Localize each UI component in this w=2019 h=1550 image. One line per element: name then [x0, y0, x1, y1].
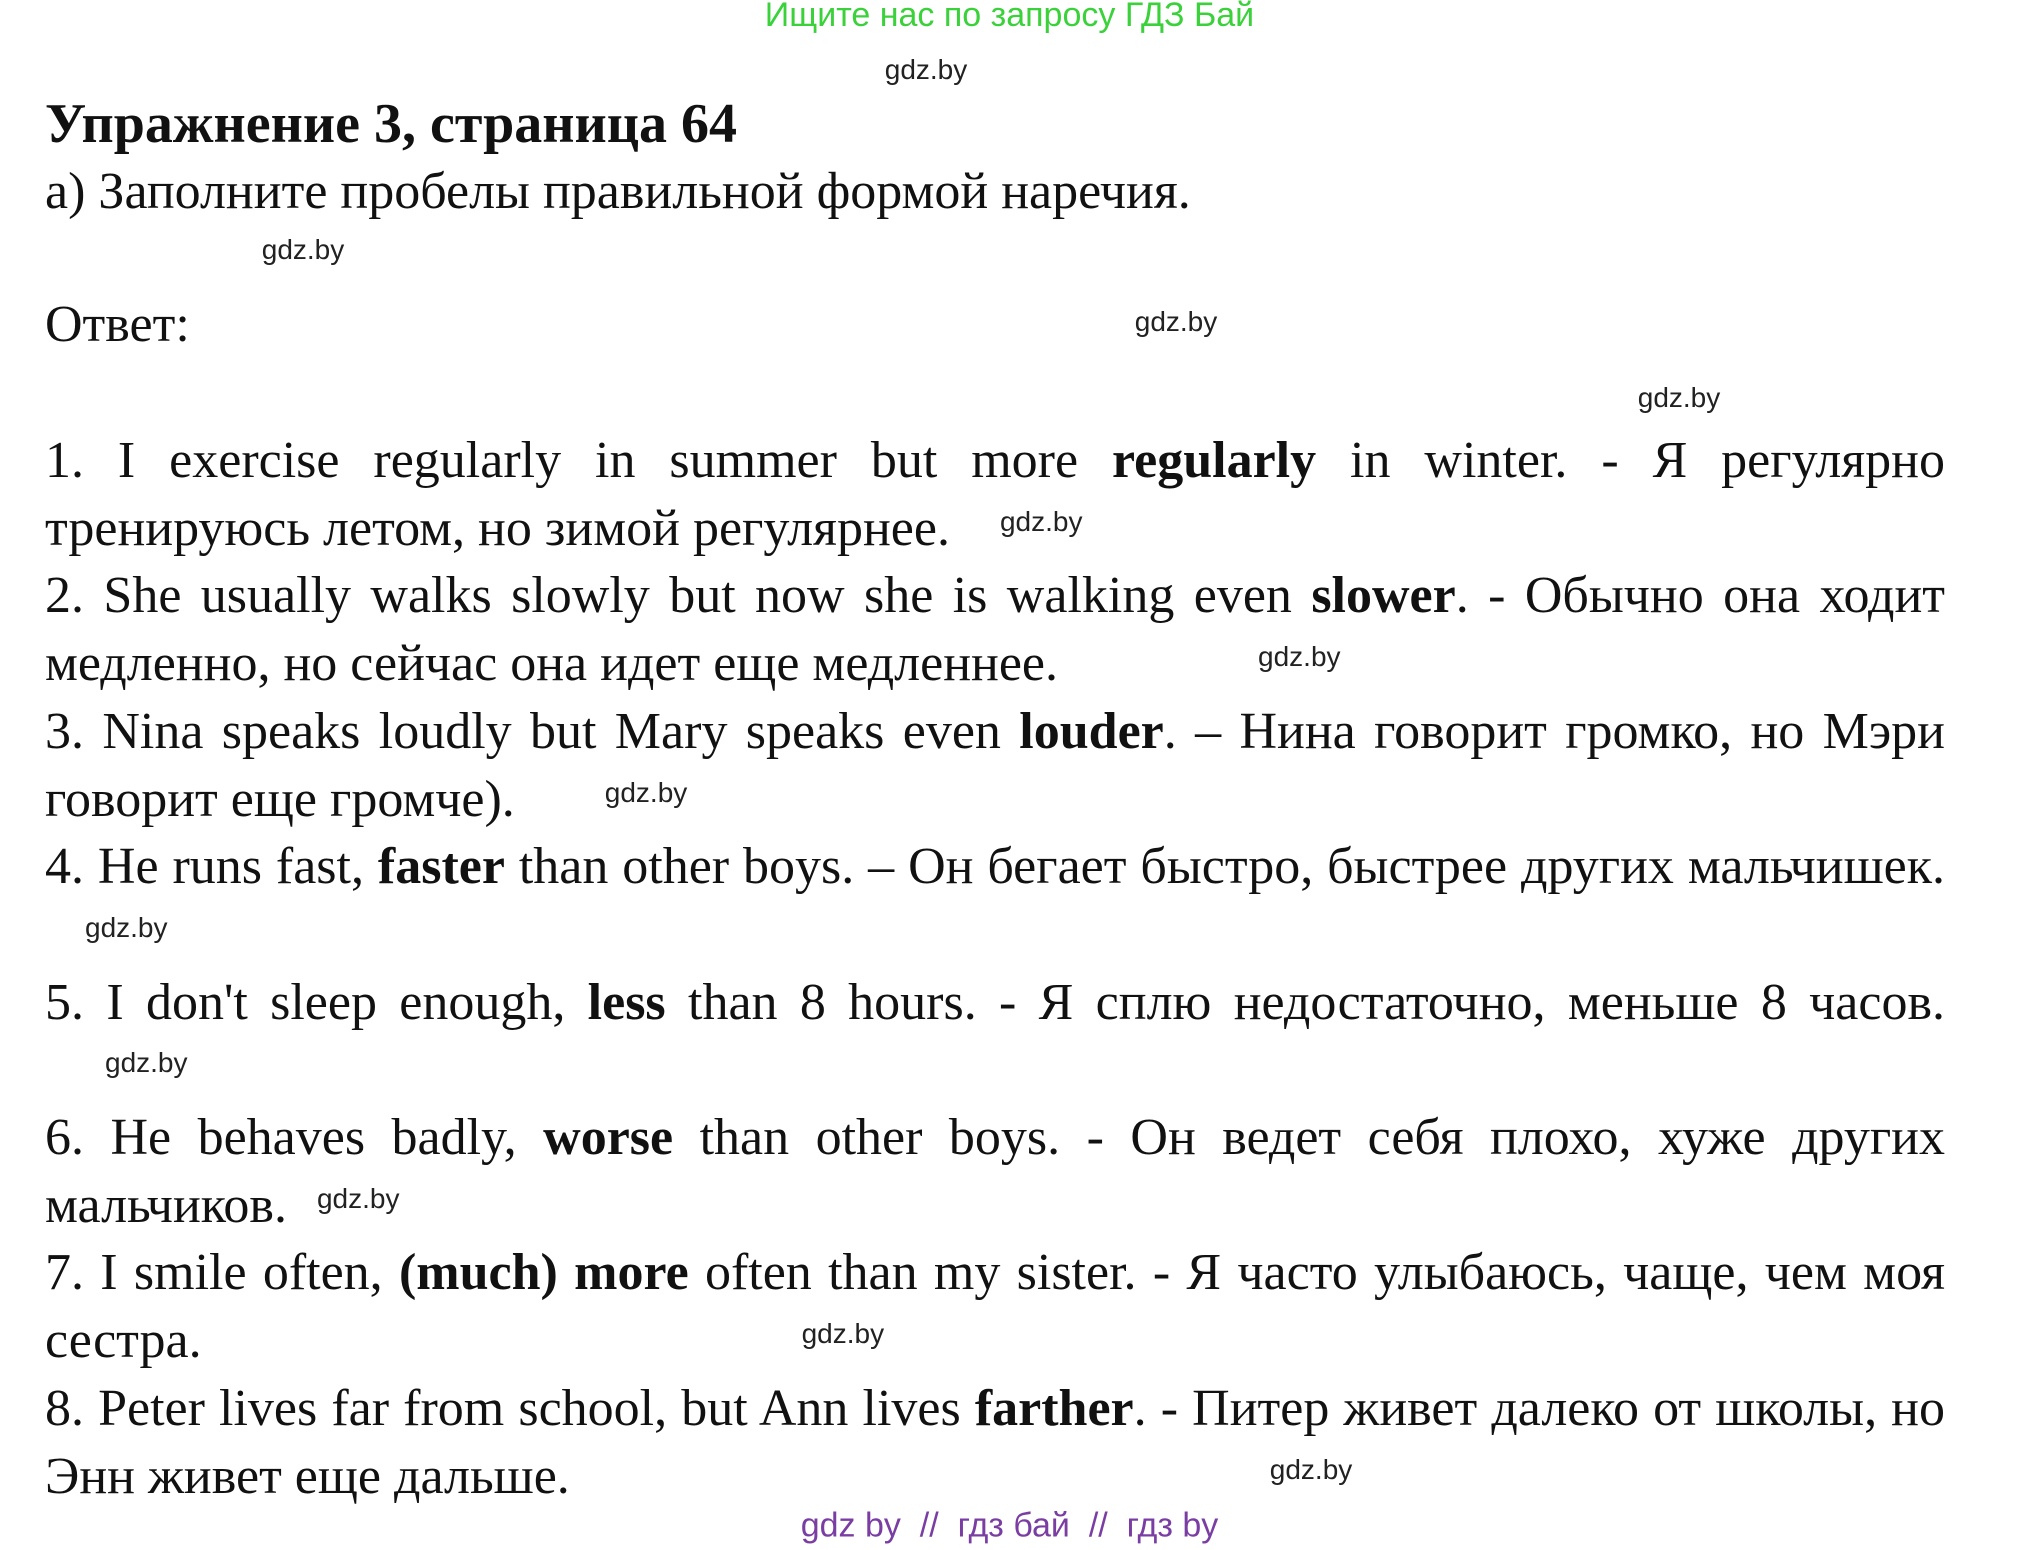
item-text: 8. Peter lives far from school, but Ann lives [45, 1379, 975, 1437]
task-description: а) Заполните пробелы правильной формой наречия. [45, 163, 1191, 220]
item-text: 7. I smile often, [45, 1244, 399, 1302]
item-text: 4. He runs fast, [45, 838, 378, 896]
answer-word: slower [1311, 567, 1456, 625]
item-text: than other boys. - Он ведет себя плохо, хуже других мальчиков. [45, 1109, 1946, 1234]
answer-word: faster [377, 838, 505, 896]
answer-item [45, 562, 1945, 697]
watermark: gdz.by [261, 234, 345, 265]
search-banner[interactable]: Ищите нас по запросу ГДЗ Бай [764, 0, 1255, 34]
answer-word: less [587, 973, 666, 1031]
watermark: gdz.by [316, 1182, 400, 1214]
item-text: . – Нина говорит громко, но Мэри говорит еще громче). [45, 702, 1946, 828]
page-title: Упражнение 3, страница 64 [45, 93, 738, 155]
watermark: gdz.by [1269, 1453, 1353, 1485]
watermark: gdz.by [604, 776, 688, 808]
answer-word: farther [974, 1379, 1134, 1437]
answer-item [45, 427, 1945, 562]
item-text: 5. I don't sleep enough, [45, 973, 588, 1031]
item-text: often than my sister. - Я часто улыбаюсь, чаще, чем моя сестра. [45, 1244, 1946, 1370]
answer-item [45, 1239, 1945, 1374]
answer-item [45, 1375, 1945, 1510]
watermark: gdz.by [1134, 306, 1218, 337]
item-text: in winter. - Я регулярно тренируюсь летом, но зимой регулярнее. [45, 432, 1945, 557]
answer-item [45, 969, 1945, 1104]
watermark: gdz.by [1258, 641, 1341, 673]
watermark: gdz.by [999, 505, 1083, 537]
item-text: . - Обычно она ходит медленно, но сейчас она идет еще медленнее. [45, 567, 1946, 693]
watermark: gdz.by [1637, 382, 1721, 413]
answer-word: (much) more [398, 1244, 689, 1302]
watermark: gdz.by [105, 1047, 188, 1079]
item-text: . - Питер живет далеко от школы, но Энн живет еще дальше. [45, 1379, 1945, 1505]
item-text: 6. He behaves badly, [45, 1109, 544, 1167]
item-text: than 8 hours. - Я сплю недостаточно, меньше 8 часов. [665, 973, 1946, 1031]
answer-item [45, 833, 1945, 968]
answer-word: worse [543, 1109, 674, 1167]
answer-item [45, 698, 1945, 833]
watermark: gdz.by [801, 1318, 885, 1350]
item-text: than other boys. – Он бегает быстро, быстрее других мальчишек. [504, 838, 1945, 896]
footer-links[interactable]: gdz by // гдз бай // гдз by [800, 1506, 1219, 1545]
watermark: gdz.by [884, 54, 968, 85]
item-text: 2. She usually walks slowly but now she is walking even [45, 567, 1312, 625]
item-text: 3. Nina speaks loudly but Mary speaks even [45, 702, 1020, 760]
answer-word: louder [1019, 702, 1164, 760]
watermark: gdz.by [85, 911, 168, 943]
answer-list [45, 427, 1945, 1510]
answer-item [45, 1104, 1945, 1239]
answer-label: Ответ: [45, 296, 190, 353]
item-text: 1. I exercise regularly in summer but more [45, 432, 1112, 489]
answer-word: regularly [1112, 432, 1317, 489]
